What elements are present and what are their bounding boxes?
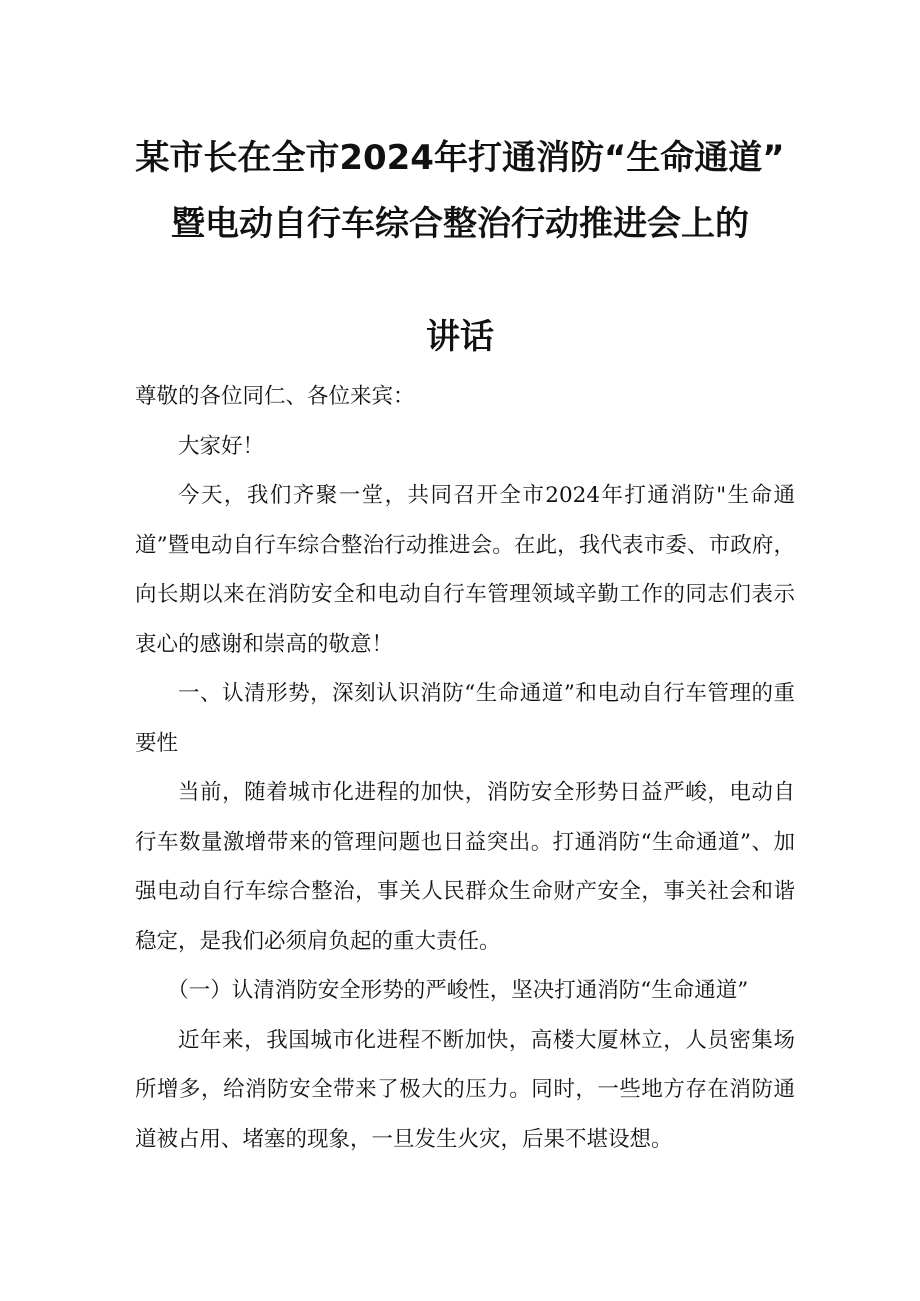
paragraph-situation: 当前，随着城市化进程的加快，消防安全形势日益严峻，电动自行车数量激增带来的管理问题也日益突出。打通消防“生命通道”、加强电动自行车综合整治，事关人民群众生命财产安全，事关社会和谐稳定，是我们必须肩负起的重大责任。 (135, 780, 795, 954)
paragraph-opening: 今天，我们齐聚一堂，共同召开全市2024年打通消防"生命通道”暨电动自行车综合整治行动推进会。在此，我代表市委、市政府，向长期以来在消防安全和电动自行车管理领域辛勤工作的同志们表示衷心的感谢和崇高的敬意！ (135, 483, 795, 657)
speech-body (135, 372, 795, 1164)
greeting: 大家好！ (178, 433, 265, 459)
paragraph-urbanization: 近年来，我国城市化进程不断加快，高楼大厦林立，人员密集场所增多，给消防安全带来了极大的压力。同时，一些地方存在消防通道被占用、堵塞的现象，一旦发生火灾，后果不堪设想。 (135, 1027, 795, 1152)
title-line-3: 讲话 (426, 317, 494, 357)
section-heading-1: 一、认清形势，深刻认识消防“生命通道”和电动自行车管理的重要性 (135, 681, 795, 756)
title-line-2: 暨电动自行车综合整治行动推进会上的 (171, 204, 749, 244)
subsection-heading-1: （一）认清消防安全形势的严峻性，坚决打通消防“生命通道” (167, 978, 749, 1003)
title-line-1: 某市长在全市2024年打通消防“生命通道” (135, 138, 785, 178)
salutation: 尊敬的各位同仁、各位来宾： (135, 384, 415, 409)
